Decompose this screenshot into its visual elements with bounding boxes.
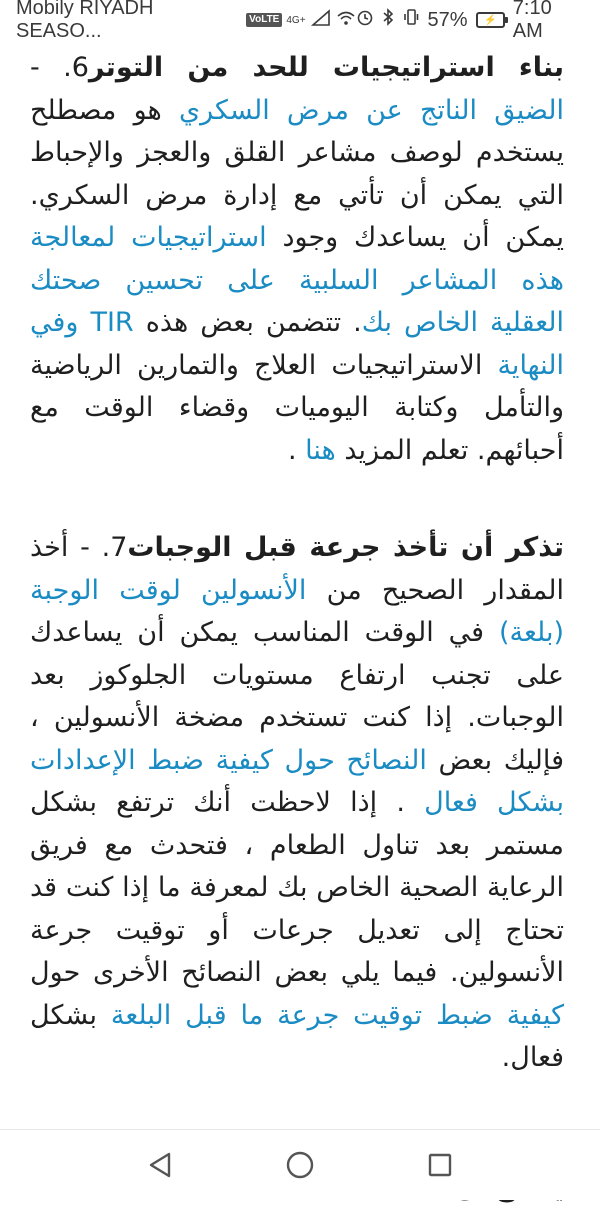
item-text: في الوقت المناسب يمكن أن يساعدك على تجنب ارتفاع مستويات الجلوكوز بعد الوجبات. إذا كنت تستخدم مضخة الأنسولين ، فإليك بعض — [30, 617, 564, 776]
link-learn-more[interactable]: هنا — [305, 434, 336, 466]
item-text: . تتضمن بعض هذه — [133, 307, 362, 338]
clock: 7:10 AM — [512, 0, 552, 42]
recents-button[interactable] — [420, 1145, 460, 1185]
bluetooth-icon — [382, 8, 394, 32]
item-title: بناء استراتيجيات للحد من التوتر — [88, 52, 564, 83]
volte-badge: VoLTE — [246, 13, 282, 27]
item-dash: - — [68, 532, 102, 563]
back-triangle-icon — [147, 1151, 173, 1179]
item-text: . إذا لاحظت أنك ترتفع بشكل مستمر بعد تناول الطعام ، فتحدث مع فريق الرعاية الصحية الخاص بك لمعرفة ما إذا كنت قد تحتاج إلى تعديل جرعات أو توقيت جرعة الأنسولين. فيما يلي بعض النصائح الأخرى حول — [30, 787, 564, 988]
carrier-name: Mobily RIYADH SEASO... — [16, 0, 154, 42]
battery-percent: 57% — [427, 8, 468, 31]
item-text: أخذ المقدار الصحيح من — [30, 532, 565, 606]
item-number: 6. — [63, 52, 89, 83]
item-text: بشكل فعال. — [30, 999, 564, 1073]
link-tir[interactable]: TIR وفي النهاية — [30, 307, 564, 381]
back-button[interactable] — [140, 1145, 180, 1185]
link-mealtime-insulin[interactable]: الأنسولين لوقت الوجبة (بلعة) — [30, 574, 564, 648]
vibrate-icon — [402, 8, 420, 32]
link-diabetes-distress[interactable]: الضيق الناتج عن مرض السكري — [178, 94, 565, 126]
article-content[interactable] — [0, 40, 600, 1130]
network-type: 4G+ — [286, 14, 306, 26]
item-number: 7. — [101, 532, 128, 563]
link-pump-tips[interactable]: النصائح حول كيفية ضبط الإعدادات بشكل فعال — [30, 744, 564, 818]
status-bar — [0, 0, 600, 40]
link-prebolus-timing[interactable]: كيفية ضبط توقيت جرعة ما قبل البلعة — [110, 999, 564, 1031]
wifi-icon — [336, 9, 356, 32]
status-bar-right — [356, 0, 584, 43]
alarm-icon — [356, 8, 374, 32]
item-text: . — [288, 434, 306, 466]
navigation-bar — [0, 1129, 600, 1200]
home-circle-icon — [285, 1150, 315, 1180]
item-text: هو مصطلح يستخدم لوصف مشاعر القلق والعجز والإحباط التي يمكن أن تأتي مع إدارة مرض السكري. يمكن أن يساعدك وجود — [30, 94, 564, 253]
item-text: الاستراتيجيات العلاج والتمارين الرياضية والتأمل وكتابة اليوميات وقضاء الوقت مع أحبائهم. تعلم المزيد — [30, 349, 564, 466]
signal-icon — [312, 9, 330, 32]
home-button[interactable] — [280, 1145, 320, 1185]
item-dash: - — [30, 52, 64, 83]
list-item — [0, 47, 600, 472]
recents-square-icon — [427, 1152, 453, 1178]
link-strategies[interactable]: استراتيجيات لمعالجة هذه المشاعر السلبية على تحسين صحتك العقلية الخاص بك — [30, 222, 565, 338]
list-item — [0, 527, 600, 1080]
item-title: تذكر أن تأخذ جرعة قبل الوجبات — [127, 532, 564, 563]
status-bar-left — [16, 0, 356, 43]
battery-icon: ⚡ — [476, 12, 505, 28]
